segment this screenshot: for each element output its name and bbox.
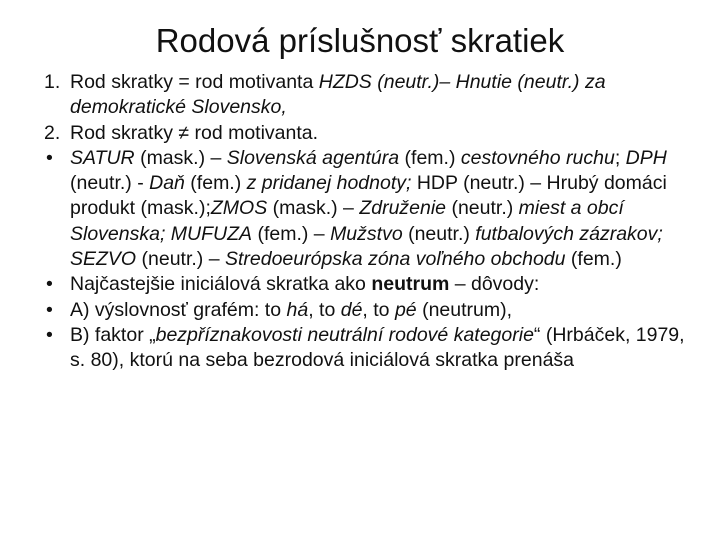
italic-text: HZDS (neutr.)– Hnutie (neutr.) za demokratické Slovensko, [70,71,606,119]
italic-text: Slovenská agentúra [226,146,400,169]
bullet-marker: • [46,323,53,346]
italic-text: há [286,298,309,321]
list-item [44,323,694,374]
text-segment: Najčastejšie iniciálová skratka ako [70,273,372,296]
text-segment: – dôvody: [449,273,540,296]
bullet-marker: • [46,298,53,321]
italic-text: SATUR [70,146,135,169]
bold-text: neutrum [371,273,450,296]
italic-text: Združenie [359,197,447,220]
text-segment: (neutrum), [416,298,513,321]
italic-text: futbalových zázrakov; SEZVO [70,222,663,271]
text-segment: (mask.) – [267,197,360,220]
list-item [44,272,694,297]
text-segment: Rod skratky = rod motivanta [70,71,319,93]
italic-text: ZMOS [210,197,268,220]
number-marker: 1. [44,71,61,93]
italic-text: Mužstvo [330,222,403,245]
text-segment: HDP (neutr.) – Hrubý domáci produkt (mask.); [70,172,667,220]
italic-text: Daň [149,172,185,195]
italic-text: miest a obcí Slovenska; MUFUZA [70,197,624,245]
list-item [44,146,694,272]
slide-body [44,70,694,374]
bullet-marker: • [46,273,53,296]
list-item [44,298,694,323]
text-segment: (fem.) [565,248,622,271]
text-segment: (neutr.) – [136,248,225,271]
text-segment: “ (Hrbáček, 1979, s. 80), ktorú na seba bezrodová iniciálová skratka prenáša [70,323,685,372]
text-segment: B) faktor „ [70,323,156,346]
list-item [44,121,694,146]
italic-text: z pridanej hodnoty; [246,172,412,195]
text-segment: (fem.) [399,146,461,169]
list-item [44,70,694,121]
italic-text: DPH [625,146,667,169]
italic-text: dé [340,298,363,321]
text-segment: , to [308,298,341,321]
text-segment: ; [614,146,626,169]
text-segment: Rod skratky ≠ rod motivanta. [70,121,319,144]
italic-text: pé [394,298,417,321]
text-segment: (neutr.) - [70,172,150,195]
text-segment: (fem.) – [252,222,331,245]
bullet-marker: • [46,146,53,169]
italic-text: Stredoeurópska zóna voľného obchodu [224,248,566,271]
text-segment: A) výslovnosť grafém: to [70,298,287,321]
italic-text: cestovného ruchu [460,146,615,169]
text-segment: , to [362,298,395,321]
slide-title: Rodová príslušnosť skratiek [155,22,565,59]
text-segment: (fem.) [184,172,247,195]
number-marker: 2. [44,121,61,144]
italic-text: bezpříznakovosti neutrální rodové kategorie [155,323,534,346]
text-segment: (neutr.) [402,222,476,245]
text-segment: (neutr.) [446,197,519,220]
text-segment: (mask.) – [134,146,227,169]
